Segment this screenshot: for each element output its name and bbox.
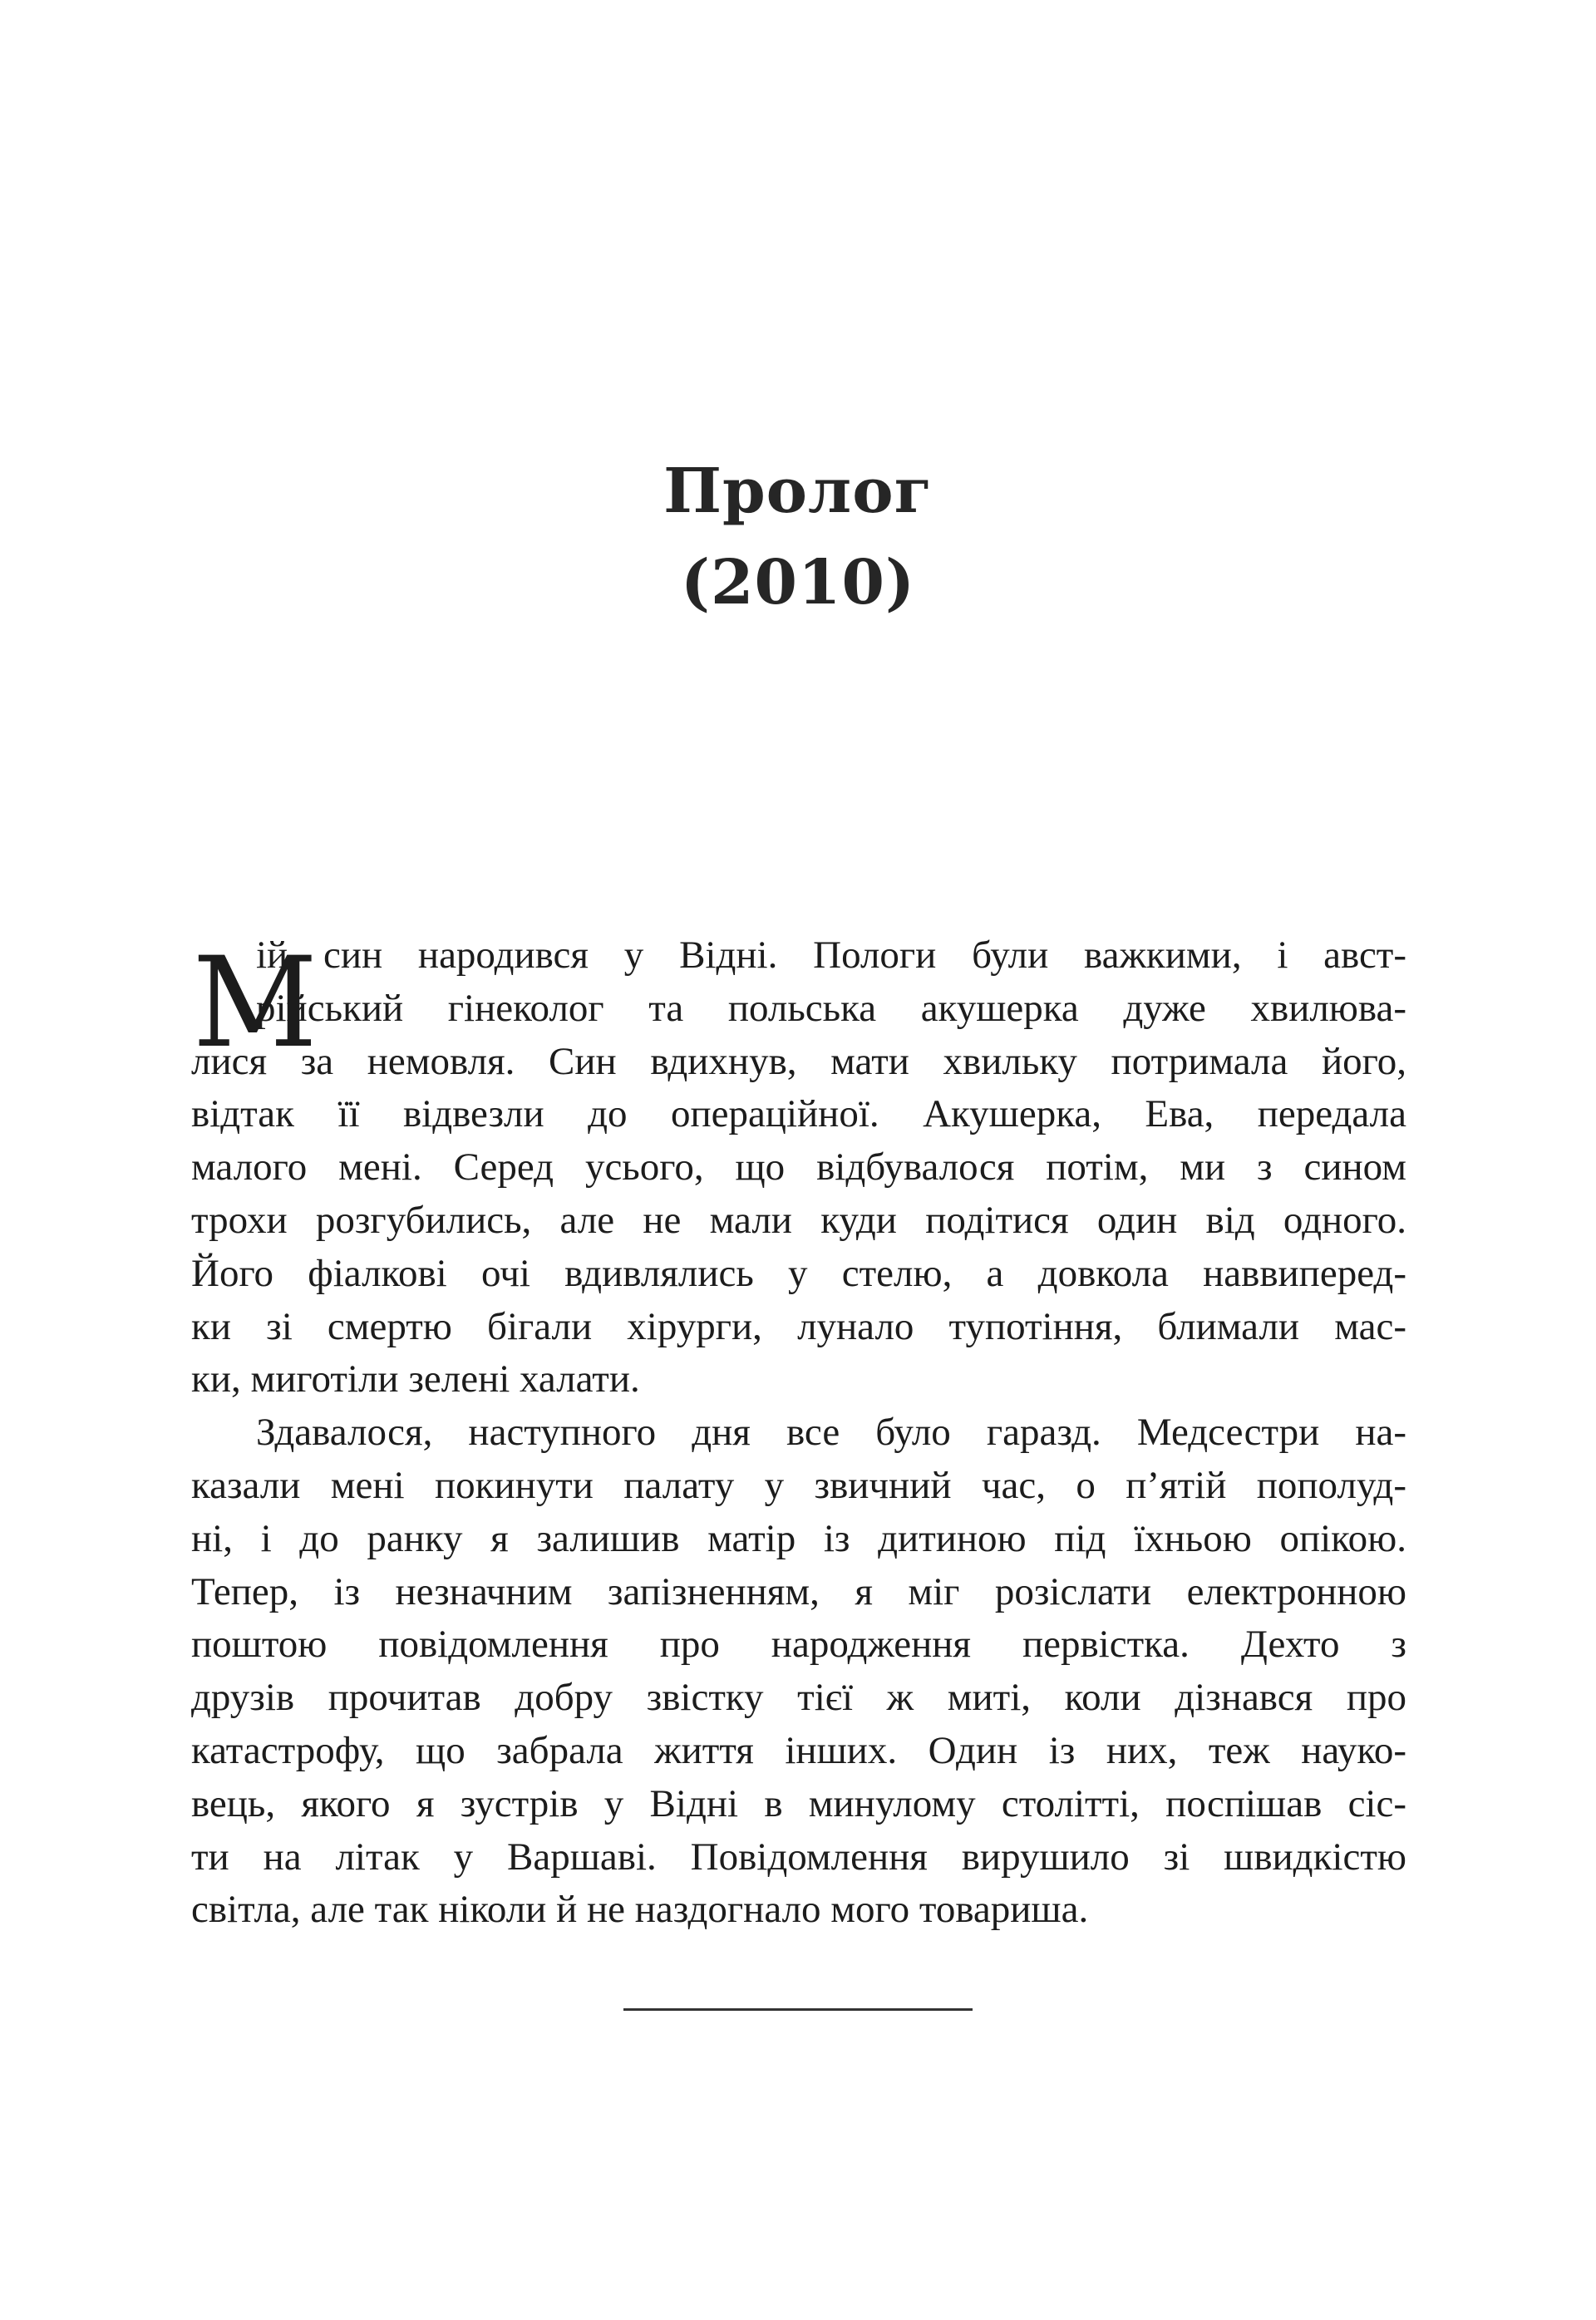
chapter-title: Пролог [663, 456, 933, 527]
chapter-year: (2010) [681, 547, 915, 618]
text-line: вець, якого я зустрів у Відні в минулому столітті, поспішав сіс- [191, 1781, 1406, 1825]
text-line: світла, але так ніколи й не наздогнало мого товариша. [191, 1888, 1089, 1932]
text-line: поштою повідомлення про народження первістка. Дехто з [191, 1623, 1406, 1667]
text-line: ки зі смертю бігали хірурги, лунало тупотіння, блимали мас- [191, 1304, 1406, 1348]
text-line: малого мені. Серед усього, що відбувалося потім, ми з сином [191, 1145, 1406, 1190]
drop-cap: М [192, 931, 318, 1076]
paragraph-1 [191, 929, 1406, 1406]
text-line: Тепер, із незначним запізненням, я міг розіслати електронною [191, 1569, 1406, 1613]
text-line: Його фіалкові очі вдивлялись у стелю, а довкола наввиперед- [191, 1251, 1406, 1295]
text-line: ій син народився у Відні. Пологи були важкими, і авст- [256, 933, 1406, 977]
text-line: ти на літак у Варшаві. Повідомлення вирушило зі швидкістю [191, 1835, 1406, 1879]
text-line: Здавалося, наступного дня все було гаразд. Медсестри на- [256, 1411, 1406, 1455]
text-line: казали мені покинути палату у звичний час, о п’ятій пополуд- [191, 1463, 1406, 1507]
text-line: катастрофу, що забрала життя інших. Один із них, теж науко- [191, 1728, 1406, 1772]
section-divider [623, 2008, 973, 2011]
chapter-body [191, 929, 1406, 1937]
text-line: ки, миготіли зелені халати. [191, 1357, 640, 1401]
text-line: відтак її відвезли до операційної. Акушерка, Ева, передала [191, 1092, 1406, 1136]
text-line: трохи розгубились, але не мали куди подітися один від одного. [191, 1198, 1406, 1242]
text-line: лися за немовля. Син вдихнув, мати хвильку потримала його, [191, 1039, 1406, 1083]
text-line: друзів прочитав добру звістку тієї ж миті, коли дізнався про [191, 1676, 1406, 1720]
text-line: ні, і до ранку я залишив матір із дитиною під їхньою опікою. [191, 1516, 1406, 1560]
text-line: рійський гінеколог та польська акушерка дуже хвилюва- [256, 986, 1406, 1030]
paragraph-2 [191, 1406, 1406, 1937]
